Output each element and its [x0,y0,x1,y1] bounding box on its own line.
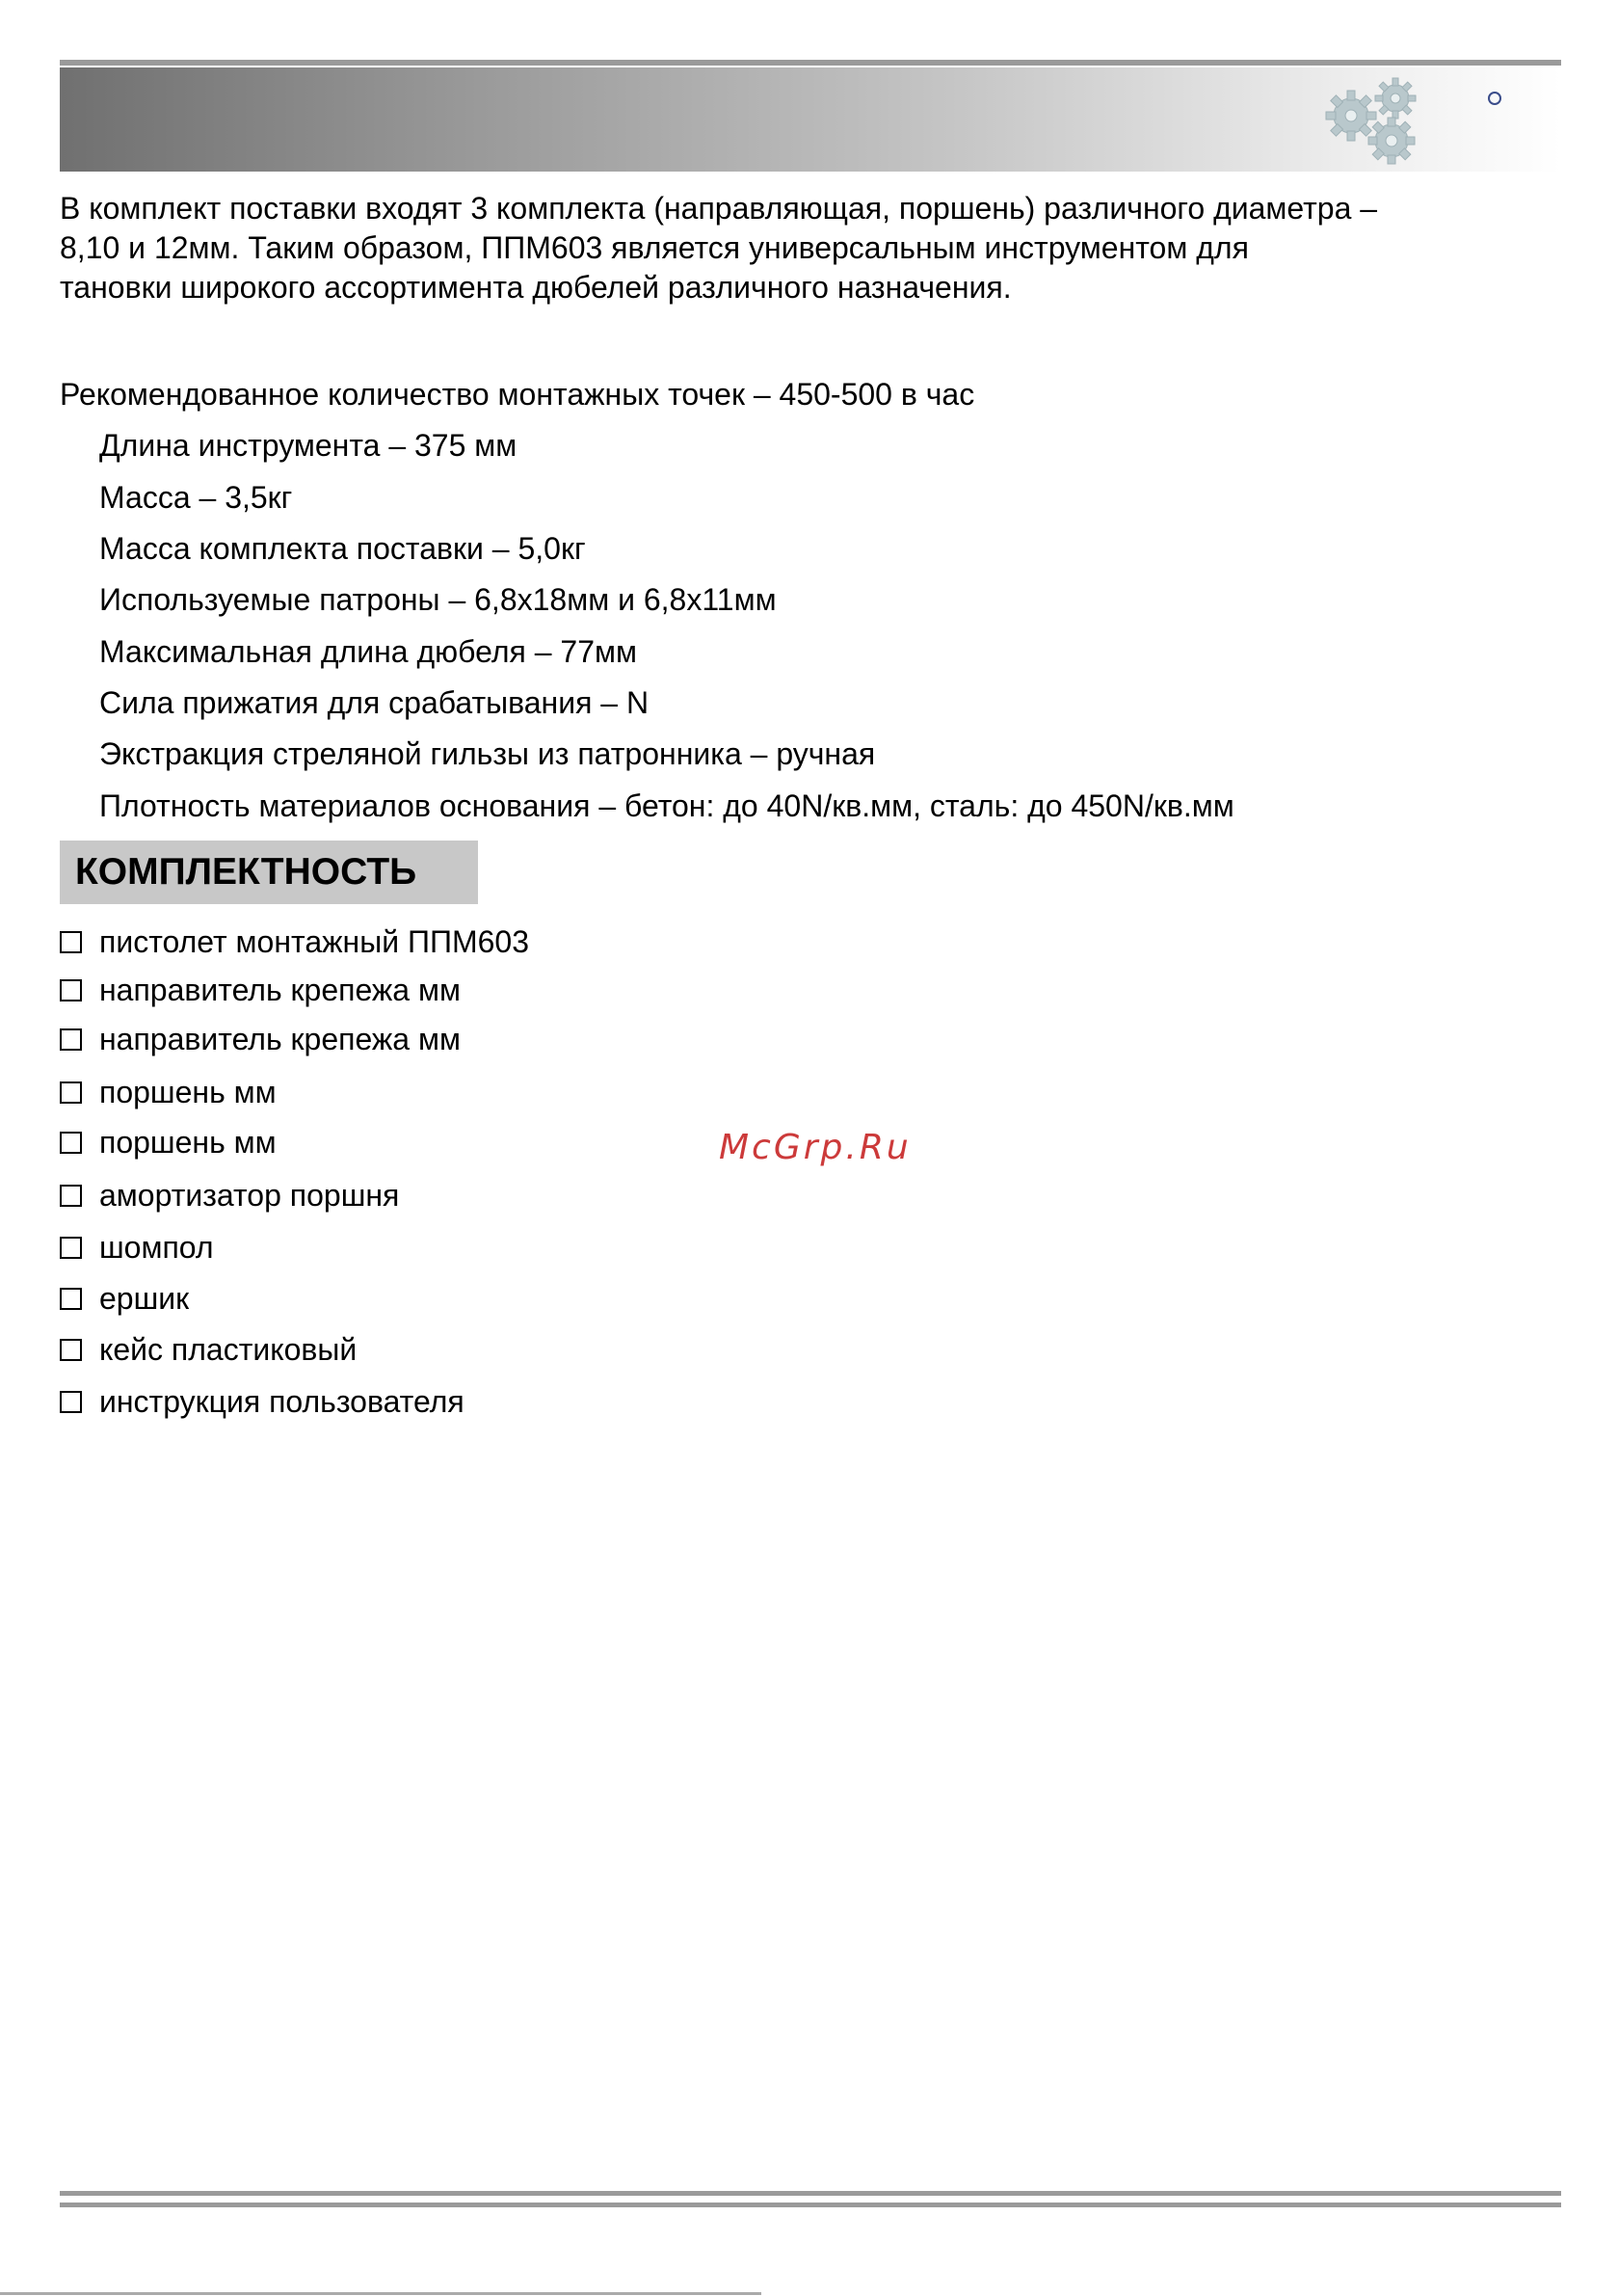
spec-material-density: Плотность материалов основания – бетон: до 40N/кв.мм, сталь: до 450N/кв.мм [99,788,1234,823]
spec-kit-mass: Масса комплекта поставки – 5,0кг [99,531,586,566]
checklist-item [60,1176,399,1215]
checklist-item [60,1073,277,1111]
spec-tool-length: Длина инструмента – 375 мм [99,428,517,463]
checklist-item-label: инструкция пользователя [99,1384,464,1419]
spec-recommended-points: Рекомендованное количество монтажных точек – 450-500 в час [60,377,975,412]
checklist-item-label: пистолет монтажный ППМ603 [99,924,529,959]
checkbox-icon[interactable] [60,1081,82,1104]
checklist-item-label: ершик [99,1281,190,1316]
footer-rule-top [60,2191,1561,2196]
checkbox-icon[interactable] [60,1391,82,1413]
checklist-item [60,1123,277,1161]
checklist-item-label: амортизатор поршня [99,1178,400,1213]
spec-extraction: Экстракция стреляной гильзы из патронника – ручная [99,736,876,771]
checklist-item-label: кейс пластиковый [99,1332,358,1367]
checkbox-icon[interactable] [60,931,82,953]
checklist-item-label: поршень мм [99,1125,277,1160]
checkbox-icon[interactable] [60,1028,82,1051]
checklist-item [60,1228,214,1267]
section-title-completeness: КОМПЛЕКТНОСТЬ [60,841,478,904]
checklist-item [60,1382,464,1421]
checklist-item [60,1020,461,1058]
checkbox-icon[interactable] [60,1185,82,1207]
checkbox-icon[interactable] [60,1132,82,1154]
checklist-item [60,922,529,961]
intro-line-3: тановки широкого ассортимента дюбелей различного назначения. [60,270,1012,305]
spec-press-force: Сила прижатия для срабатывания – N [99,685,650,720]
checklist-item [60,1330,357,1369]
checklist-item-label: шомпол [99,1230,214,1265]
checklist-item-label: направитель крепежа мм [99,973,461,1007]
checklist-item [60,1279,189,1318]
spec-dowel-length: Максимальная длина дюбеля – 77мм [99,634,637,669]
header-top-rule [60,60,1561,66]
ring-icon [1488,92,1501,105]
checkbox-icon[interactable] [60,1237,82,1259]
gears-icon [1318,69,1434,170]
intro-line-2: 8,10 и 12мм. Таким образом, ППМ603 является универсальным инструментом для [60,230,1249,265]
footer-rule-bottom [60,2203,1561,2207]
spec-mass: Масса – 3,5кг [99,480,293,515]
checklist-item-label: поршень мм [99,1075,277,1109]
checkbox-icon[interactable] [60,1339,82,1361]
intro-line-1: В комплект поставки входят 3 комплекта (направляющая, поршень) различного диаметра – [60,191,1378,226]
checklist-item [60,971,461,1009]
checklist-item-label: направитель крепежа мм [99,1022,461,1056]
page-bottom-rule [0,2292,761,2295]
checkbox-icon[interactable] [60,1288,82,1310]
intro-paragraph [60,189,1563,307]
checkbox-icon[interactable] [60,979,82,1001]
spec-cartridges: Используемые патроны – 6,8х18мм и 6,8х11мм [99,582,777,617]
watermark: McGrp.Ru [719,1128,912,1167]
